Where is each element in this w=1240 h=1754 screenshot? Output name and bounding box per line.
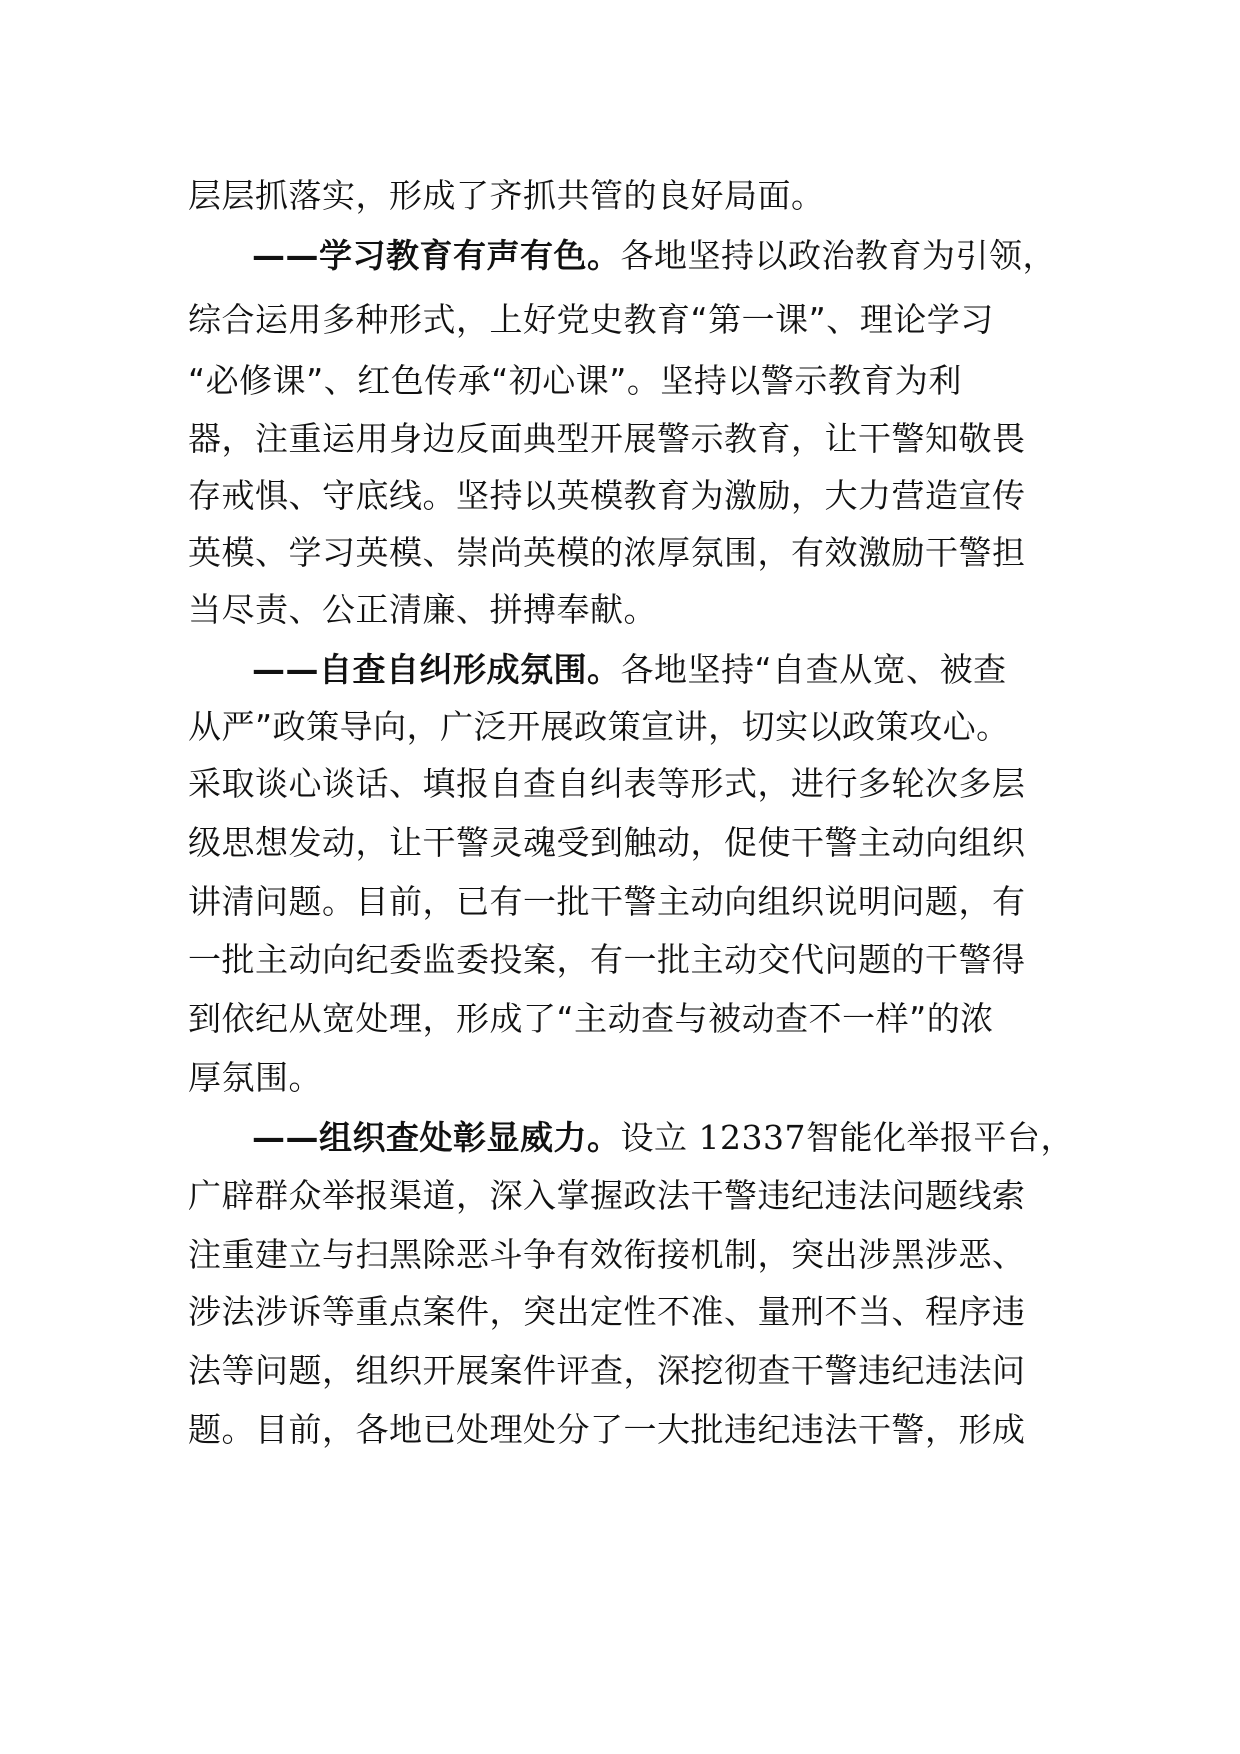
line-text: 一批主动向纪委监委投案，有一批主动交代问题的干警得 (188, 940, 1026, 979)
line-text: 采取谈心谈话、填报自查自纠表等形式，进行多轮次多层 (188, 764, 1026, 803)
text-line-7 (188, 523, 1088, 583)
text-line-15 (188, 989, 1088, 1049)
line-text: 涉法涉诉等重点案件，突出定性不准、量刑不当、程序违 (188, 1292, 1026, 1331)
line-text: 厚氛围。 (188, 1058, 322, 1097)
section-heading-investigation: ——组织查处彰显威力。 (252, 1118, 621, 1157)
line-text: 从严”政策导向，广泛开展政策宣讲，切实以政策攻心。 (188, 707, 1010, 746)
line-text: 到依纪从宽处理，形成了“主动查与被动查不一样”的浓 (188, 999, 994, 1038)
text-line-8 (188, 580, 1088, 640)
line-text: 讲清问题。目前，已有一批干警主动向组织说明问题，有 (188, 882, 1026, 921)
text-line-6 (188, 466, 1088, 526)
section-heading-learning: ——学习教育有声有色。 (252, 236, 621, 275)
text-line-9 (252, 640, 1152, 700)
text-line-12 (188, 813, 1088, 873)
text-line-18 (188, 1166, 1088, 1226)
text-line-10 (188, 697, 1088, 757)
text-line-2 (252, 226, 1152, 286)
text-line-16 (188, 1048, 1088, 1108)
text-line-17 (252, 1108, 1152, 1168)
line-text: 各地坚持以政治教育为引领， (620, 236, 1056, 275)
text-line-5 (188, 409, 1088, 469)
line-text: 智能化举报平台， (805, 1118, 1074, 1157)
line-text: 层层抓落实，形成了齐抓共管的良好局面。 (188, 176, 825, 215)
text-line-21 (188, 1341, 1088, 1401)
line-text: 综合运用多种形式，上好党史教育“第一课”、理论学习 (188, 300, 994, 339)
line-text: 器，注重运用身边反面典型开展警示教育，让干警知敬畏 (188, 419, 1026, 458)
text-line-14 (188, 930, 1088, 990)
section-heading-self-check: ——自查自纠形成氛围。 (252, 650, 621, 689)
line-text: 题。目前，各地已处理处分了一大批违纪违法干警，形成 (188, 1410, 1026, 1449)
line-text: 注重建立与扫黑除恶斗争有效衔接机制，突出涉黑涉恶、 (188, 1235, 1026, 1274)
line-text: 各地坚持“自查从宽、被查 (620, 650, 1007, 689)
text-line-4 (188, 351, 1088, 411)
line-text: 当尽责、公正清廉、拼搏奉献。 (188, 590, 657, 629)
line-text: 法等问题，组织开展案件评查，深挖彻查干警违纪违法问 (188, 1351, 1026, 1390)
line-text: 级思想发动，让干警灵魂受到触动，促使干警主动向组织 (188, 823, 1026, 862)
text-line-13 (188, 872, 1088, 932)
hotline-number: 12337 (698, 1118, 806, 1157)
line-text: 英模、学习英模、崇尚英模的浓厚氛围，有效激励干警担 (188, 533, 1026, 572)
line-text: 存戒惧、守底线。坚持以英模教育为激励，大力营造宣传 (188, 476, 1026, 515)
text-line-11 (188, 754, 1088, 814)
text-line-1 (188, 166, 1088, 226)
text-line-19 (188, 1225, 1088, 1285)
text-line-20 (188, 1282, 1088, 1342)
text-line-3 (188, 290, 1088, 350)
text-line-22 (188, 1400, 1088, 1460)
line-text: “必修课”、红色传承“初心课”。坚持以警示教育为利 (188, 361, 962, 400)
line-text: 设立 (620, 1118, 688, 1157)
line-text: 广辟群众举报渠道，深入掌握政法干警违纪违法问题线索 (188, 1176, 1026, 1215)
